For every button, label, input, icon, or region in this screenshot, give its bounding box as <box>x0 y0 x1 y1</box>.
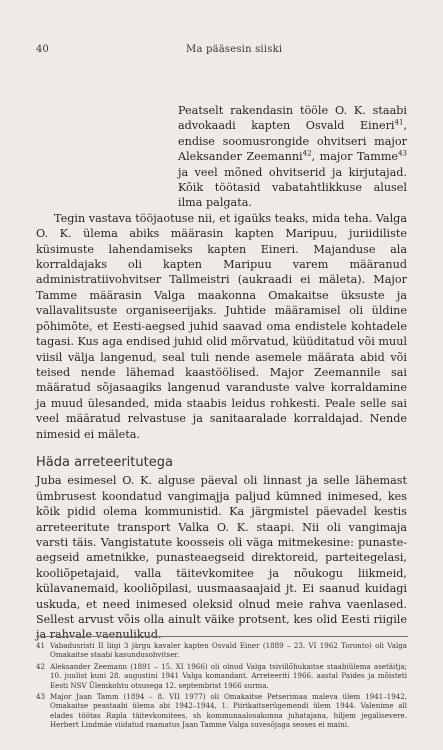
main-text <box>36 103 407 643</box>
footnote <box>36 641 407 660</box>
footnote <box>36 662 407 690</box>
section-heading: Häda arreteeritutega <box>36 454 173 470</box>
paragraph <box>36 103 407 211</box>
paragraph: Tegin vastava tööjaotuse nii, et igaüks teaks, mida teha. Valga O. K. ülema abiks määrasin kapten Maripuu, juriidiliste küsimuste lahendamiseks kapten Eineri. Majanduse ala korraldajaks oli kapten Maripuu varem määranud administratiivohvitser Tallmeistri (aukraadi ei mäleta). Major Tamme määrasin Valga maakonna Omakaitse üksuste ja vallavalitsuste organiseerijaks. Juhtide määramisel oli üldine põhimõte, et Eesti-aegsed juhid saavad oma endistele kohtadele tagasi. Kus aga endised juhid olid mõrvatud, küüditatud või muul viisil välja langenud, seal tuli nende asemele määrata abid või teised nende lähemad kaastöölised. Major Zeemannile sai määratud sõjasaagiks langenud varanduste valve korraldamine ja muud ülesanded, mida staabis leidus rohkesti. Peale selle sai veel määratud relvastuse ja sanitaaralade korraldajad. Nende nimesid ei mäleta. <box>36 211 407 441</box>
paragraph-text: Peatselt rakendasin tööle O. K. staabi advokaadi kapten Osvald Eineri <box>178 104 407 133</box>
footnote-text: Vabadusristi II liigi 3 järgu kavaler kapten Osvald Einer (1889 – 23. VI 1962 Toronto) oli Valga Omakaitse staabi kasundusohvitser. <box>50 641 407 660</box>
paragraph-text: ja veel mõned ohvitserid ja kirjutajad. Kõik töötasid vabatahtlikkuse alusel ilma palgata. <box>178 165 407 210</box>
paragraph: Juba esimesel O. K. alguse päeval oli linnast ja selle lähemast ümbrusest koondatud vangimajja paljud kümned inimesed, kes kõik pidid olema kommunistid. Ka järgmistel päevadel kestis arreteeritute transport Valka O. K. staapi. Nii oli vangimaja varsti täis. Vangistatute koosseis oli väga mitmekesine: punaste-aegseid ametnikke, punasteaegseid direktoreid, parteitegelasi, kooliõpetajaid, valla täitevkomitee ja nõukogu liikmeid, külavanemaid, kooliõpilasi, uusmaasaajaid jt. Ei saanud kuidagi uskuda, et need inimesed oleksid olnud meie rahva vaenlased. Sellest arvust võis olla ainult väike protsent, kes olid Eesti riigile ja rahvale vaenulikud. <box>36 474 407 642</box>
footnote-ref: 43 <box>398 149 407 158</box>
footnotes <box>36 636 407 732</box>
footnote-ref: 42 <box>302 149 312 158</box>
paragraph-text: , major Tamme <box>311 150 399 164</box>
footnote-divider <box>36 636 408 637</box>
running-title: Ma pääsesin siiski <box>186 44 283 55</box>
footnote-text: Aleksander Zeemann (1891 – 15. XI 1966) oli olnud Valga tsiviilõhukaitse staabiülema asetäitja; 10. juulist kuni 28. augustini 1941 Valga komandant. Arreteeriti 1966. aastal Paides ja mõisteti Eesti NSV Ülemkohtu otsusega 12. septembrist 1966 surma. <box>50 661 407 690</box>
page-number: 40 <box>36 44 49 55</box>
paragraph-text: , endise soomusrongide ohvitseri major Aleksander Zeemanni <box>178 119 407 164</box>
footnote-number: 41 <box>36 641 46 650</box>
footnote-ref: 41 <box>394 118 404 127</box>
footnote <box>36 692 407 730</box>
footnote-text: Major Jaan Tamm (1894 – 8. VII 1977) oli Omakaitse Petserimaa maleva ülem 1941–1942, Omakaitse peastaabi ülema abi 1942–1944, 1. Piirikaitserügemendi ülem 1944. Valenime all elades töötas Rapla täitevkomitees, sh kommunaalosakonna juhatajana, hiljem jegalisevere. Herbert Lindmäe viidatud raamatus Jaan Tamme Valga suvesõjaga seoses ei maini. <box>50 692 407 730</box>
footnote-number: 43 <box>36 692 46 702</box>
footnote-number: 42 <box>36 661 46 671</box>
